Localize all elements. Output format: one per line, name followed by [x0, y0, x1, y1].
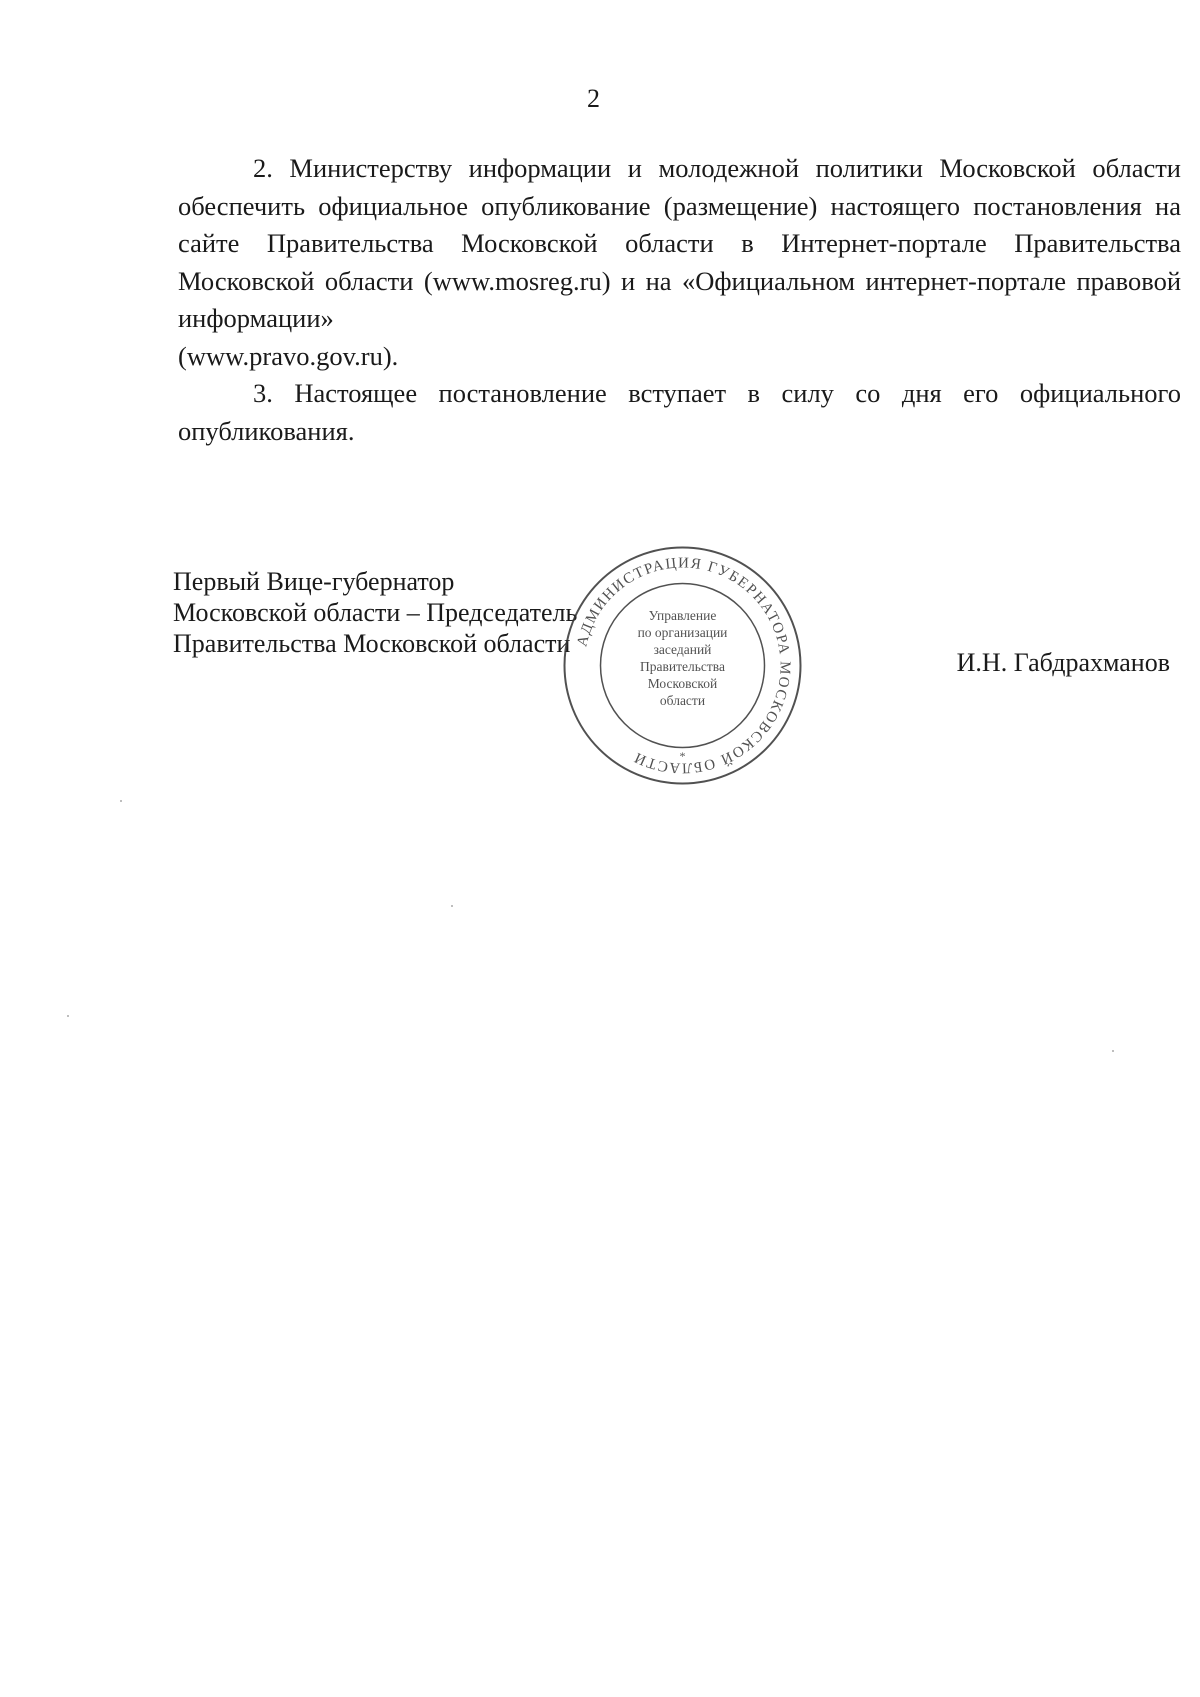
paragraph-2-text: 2. Министерству информации и молодежной политики Московской области обеспечить официальное опубликование (размещение) настоящего постановления на сайте Правительства Московской области в Интернет-портале Правительства Московской области (www.mosreg.ru) и на «Официальном интернет-портале правовой информации» — [178, 153, 1181, 333]
seal-graphic — [560, 543, 805, 788]
document-body — [178, 150, 1181, 450]
paragraph-2 — [178, 150, 1181, 375]
paragraph-2-url: (www.pravo.gov.ru). — [178, 340, 399, 371]
svg-text:по организации: по организации — [637, 625, 728, 640]
signer-position-line: Московской области – Председатель — [173, 598, 578, 627]
page-number: 2 — [587, 84, 600, 113]
svg-text:заседаний: заседаний — [653, 642, 712, 657]
paragraph-3-text: 3. Настоящее постановление вступает в силу со дня его официального опубликования. — [178, 378, 1181, 446]
svg-text:АДМИНИСТРАЦИЯ ГУБЕРНАТОРА МОСК: АДМИНИСТРАЦИЯ ГУБЕРНАТОРА МОСКОВСКОЙ ОБЛАСТИ — [574, 555, 793, 776]
svg-text:области: области — [659, 693, 706, 708]
signer-position-line: Правительства Московской области — [173, 629, 571, 658]
svg-text:Управление: Управление — [648, 608, 717, 623]
signer-position-line: Первый Вице-губернатор — [173, 567, 455, 596]
svg-text:Правительства: Правительства — [640, 659, 725, 674]
svg-text:*: * — [679, 749, 686, 763]
signer-name: И.Н. Габдрахманов — [956, 648, 1170, 677]
paragraph-3 — [178, 375, 1181, 450]
official-seal — [560, 543, 805, 788]
svg-text:Московской: Московской — [647, 676, 718, 691]
signer-position — [173, 566, 577, 659]
